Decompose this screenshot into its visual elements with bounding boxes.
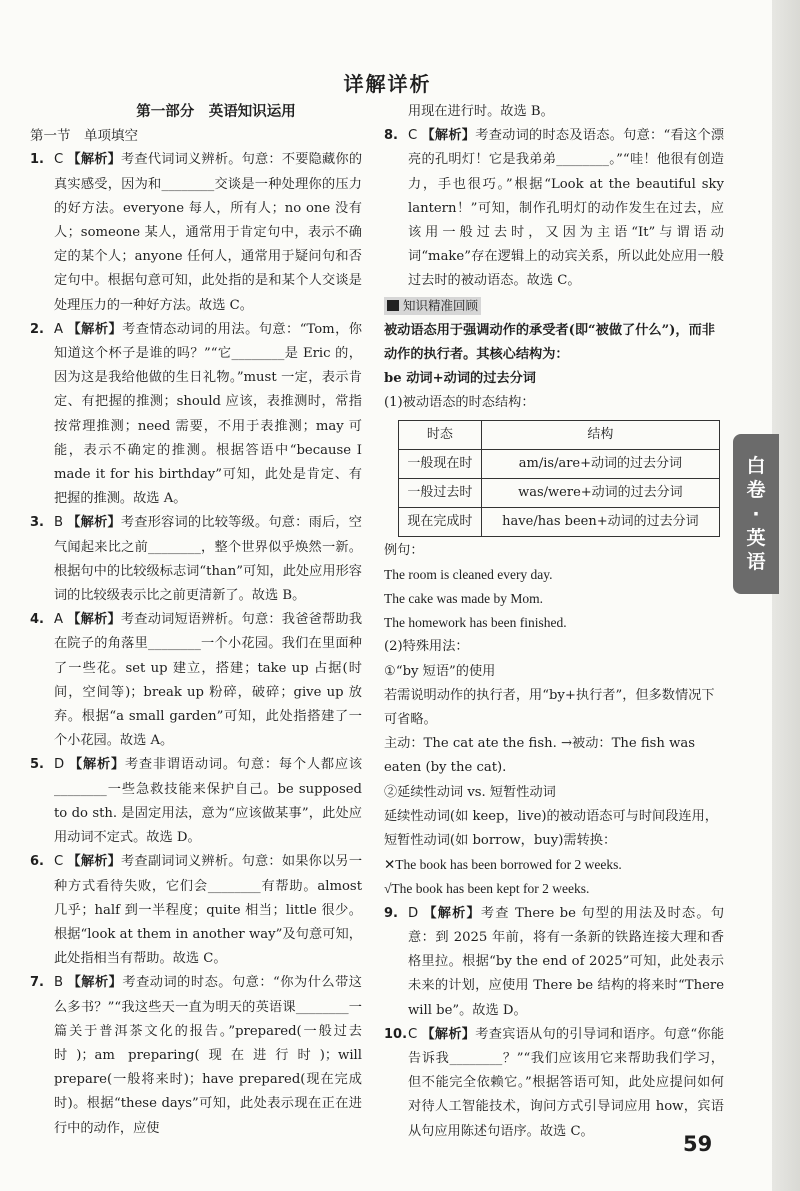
question-item — [30, 850, 362, 971]
analysis-tag: 【解析】 — [421, 1026, 476, 1042]
analysis-tag: 【解析】 — [67, 321, 123, 337]
table-row: 一般过去时 was/were+动词的过去分词 — [399, 478, 720, 507]
item-number: 2. — [30, 321, 44, 337]
analysis-text: 考查情态动词的用法。句意：“Tom，你知道这个杯子是谁的吗？”“它________是 Eric 的，因为这是我给他做的生日礼物。”must 一定，表示肯定、有把握的推测；should 应该，表推测时，常指按常理推测；need 需要，不用于表推测；may 可能，表示不确定的推测。根据答语中“because I made it for his birthday”可知，此处是肯定、有把握的推测。故选 A。 — [54, 321, 362, 507]
table-header: 时态 — [399, 420, 482, 449]
review-intro: 被动语态用于强调动作的承受者(即“被做了什么”)，而非动作的执行者。其核心结构为： — [384, 322, 715, 363]
item-answer: C — [408, 1026, 418, 1042]
question-item — [30, 511, 362, 608]
section-title: 第一节 单项填空 — [30, 128, 138, 145]
by-phrase-example: 主动：The cat ate the fish. →被动：The fish was eaten (by the cat). — [384, 736, 696, 776]
item-answer: B — [54, 515, 64, 531]
table-row: 现在完成时 have/has been+动词的过去分词 — [399, 507, 720, 536]
item-answer: A — [54, 321, 64, 337]
item-text — [54, 318, 362, 512]
analysis-text: 考查 There be 句型的用法及时态。句意：到 2025 年前，将有一条新的铁路连接大理和香格里拉。根据“by the end of 2025”可知，此处表示未来的计划，应使用 There be 结构的将来时“There will be”。故选 D。 — [408, 905, 725, 1018]
durative-title: ②延续性动词 vs. 短暂性动词 — [384, 784, 556, 800]
item-text — [54, 971, 362, 1140]
item-text — [54, 148, 362, 317]
item-text — [408, 1023, 724, 1144]
item-text — [54, 850, 362, 971]
question-item — [30, 971, 362, 1140]
durative-text: 延续性动词(如 keep，live)的被动语态可与时间段连用，短暂性动词(如 borrow，buy)需转换： — [384, 808, 718, 849]
item-number: 3. — [30, 515, 44, 531]
wrong-example: ✕The book has been borrowed for 2 weeks. — [384, 857, 622, 873]
item7-continuation: 用现在进行时。故选 B。 — [408, 104, 554, 119]
question-item — [384, 1023, 724, 1144]
example-sentence: The cake was made by Mom. — [384, 591, 543, 607]
analysis-text: 考查非谓语动词。句意：每个人都应该________一些急救技能来保护自己。be supposed to do sth. 是固定用法，意为“应该做某事”，此处应用动词不定式。故选 D。 — [54, 757, 363, 846]
item-text — [54, 511, 362, 608]
review-formula: be 动词+动词的过去分词 — [384, 371, 536, 387]
analysis-text: 考查形容词的比较等级。句意：雨后，空气闻起来比之前________，整个世界似乎焕然一新。根据句中的比较级标志词“than”可知，此处应用形容词的比较级表示比之前更清新了。故选 B。 — [54, 515, 362, 604]
analysis-tag: 【解析】 — [67, 975, 123, 991]
item-answer: C — [54, 854, 64, 870]
question-item — [30, 608, 362, 753]
question-item — [384, 902, 724, 1023]
item-number: 7. — [30, 975, 44, 991]
part-title: 第一部分 英语知识运用 — [136, 103, 296, 120]
page-title: 详解详析 — [343, 72, 432, 96]
right-column — [384, 100, 724, 1144]
right-example: √The book has been kept for 2 weeks. — [384, 881, 590, 897]
item-number: 4. — [30, 612, 44, 628]
knowledge-review-label: 知识精准回顾 — [384, 297, 481, 315]
example-sentence: The homework has been finished. — [384, 615, 567, 631]
item-answer: D — [54, 757, 65, 773]
item-text — [54, 753, 362, 850]
item-number: 9. — [384, 905, 398, 921]
item-answer: D — [408, 905, 419, 921]
item-number: 5. — [30, 757, 44, 773]
item-text — [408, 902, 724, 1023]
book-icon — [387, 300, 399, 311]
item-number: 1. — [30, 152, 44, 168]
analysis-tag: 【解析】 — [67, 612, 121, 628]
item-text — [54, 608, 362, 753]
page-number: 59 — [683, 1132, 713, 1156]
question-item — [30, 148, 362, 317]
side-tab: 白 卷 · 英 语 — [733, 434, 779, 594]
analysis-tag: 【解析】 — [422, 905, 481, 921]
tense-table — [398, 420, 720, 537]
table-header: 结构 — [481, 420, 719, 449]
review-sub2: (2)特殊用法： — [384, 639, 469, 655]
item-answer: A — [54, 612, 64, 628]
example-label: 例句： — [384, 542, 424, 558]
analysis-text: 考查动词的时态。句意：“你为什么带这么多书？”“我这些天一直为明天的英语课________一篇关于普洱茶文化的报告。”prepared(一般过去时)；am preparing(现在进行时)；will prepare(一般将来时)；have prepared(现在完成时)。根据“these days”可知，此处表示现在正在进行中的动作，应使 — [54, 975, 362, 1136]
item-answer: B — [54, 975, 64, 991]
analysis-text: 考查动词短语辨析。句意：我爸爸帮助我在院子的角落里________一个小花园。我们在里面种了一些花。set up 建立，搭建；take up 占据(时间，空间等)；break up 粉碎，破碎；give up 放弃。根据“a small garden”可知，此处指搭建了一个小花园。故选 A。 — [54, 612, 363, 749]
item-number: 8. — [384, 128, 398, 144]
by-phrase-title: ①“by 短语”的使用 — [384, 663, 496, 679]
analysis-text: 考查代词词义辨析。句意：不要隐藏你的真实感受，因为和________交谈是一种处理你的压力的好方法。everyone 每人，所有人；no one 没有人；someone 某人，通常用于肯定句中，表示不确定的某个人；anyone 任何人，通常用于疑问句和否定句中。根据句意可知，此处指的是和某个人交谈是处理压力的一种好方法。故选 C。 — [54, 152, 363, 313]
example-sentence: The room is cleaned every day. — [384, 566, 553, 582]
analysis-tag: 【解析】 — [67, 152, 122, 168]
left-items — [30, 148, 362, 1140]
analysis-tag: 【解析】 — [67, 515, 121, 531]
right-items — [384, 902, 724, 1144]
question-item-8 — [384, 124, 724, 293]
item-answer: C — [54, 152, 64, 168]
analysis-tag: 【解析】 — [67, 854, 122, 870]
analysis-tag: 【解析】 — [68, 757, 125, 773]
table-row: 一般现在时 am/is/are+动词的过去分词 — [399, 449, 720, 478]
item-number: 6. — [30, 854, 44, 870]
left-column — [30, 100, 362, 1141]
review-sub1: (1)被动语态的时态结构： — [384, 395, 535, 411]
analysis-text: 考查宾语从句的引导词和语序。句意“你能告诉我________？”“我们应该用它来帮助我们学习，但不能完全依赖它。”根据答语可知，此处应提问如何对待人工智能技术，询问方式引导词应用 how，宾语从句应用陈述句语序。故选 C。 — [408, 1026, 725, 1139]
item-text: C 【解析】考查动词的时态及语态。句意：“看这个漂亮的孔明灯！它是我弟弟________。”“哇！他很有创造力，手也很巧。”根据“Look at the beautiful sky lantern！”可知，制作孔明灯的动作发生在过去，应该用一般过去时，又因为主语“It”与谓语动词“make”存在逻辑上的动宾关系，所以此处应用一般过去时的被动语态。故选 C。 — [408, 128, 725, 289]
question-item — [30, 318, 362, 512]
page-edge-shadow — [772, 0, 800, 1191]
question-item — [30, 753, 362, 850]
analysis-text: 考查副词词义辨析。句意：如果你以另一种方式看待失败，它们会________有帮助。almost 几乎；half 到一半程度；quite 相当；little 很少。根据“look at them in another way”及句意可知，此处指相当有帮助。故选 C。 — [54, 854, 363, 967]
item-number: 10. — [384, 1026, 408, 1042]
by-phrase-text: 若需说明动作的执行者，用“by+执行者”，但多数情况下可省略。 — [384, 687, 715, 728]
